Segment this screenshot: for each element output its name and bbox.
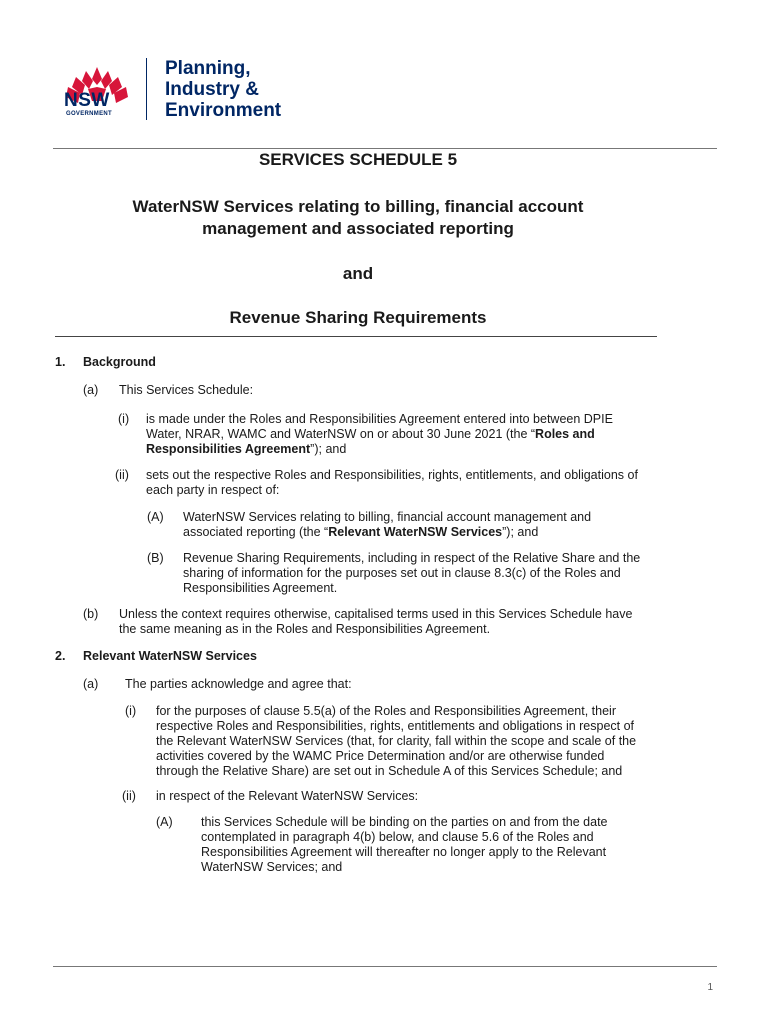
logo-divider (146, 58, 147, 120)
clause-text: is made under the Roles and Responsibilities Agreement entered into between DPIE Water, NRAR, WAMC and WaterNSW on or about 30 June 2021 (the “Roles and Responsibilities Agreement”); and (146, 412, 613, 456)
clause-label: (ii) (122, 789, 136, 803)
subtitle: WaterNSW Services relating to billing, financial account management and associated reporting (132, 197, 584, 238)
title-rule (55, 336, 657, 337)
clause-text: this Services Schedule will be binding on the parties on and from the date contemplated in paragraph 4(b) below, and clause 5.6 of the Roles and Responsibilities Agreement will thereafter no longer apply to the Relevant WaterNSW Services; and (201, 815, 608, 874)
page-number: 1 (707, 982, 713, 993)
clause-label: (A) (156, 815, 173, 829)
section-heading: Background (83, 355, 156, 369)
subtitle-2: Revenue Sharing Requirements (229, 308, 487, 327)
clause-label: (i) (125, 704, 137, 718)
header-rule (53, 148, 717, 149)
clause-label: (b) (83, 607, 99, 621)
clause-label: (B) (147, 551, 164, 565)
clause-label: (a) (83, 677, 99, 691)
clause-text: Unless the context requires otherwise, capitalised terms used in this Services Schedule have the same meaning as in the Roles and Responsibilities Agreement. (119, 607, 633, 636)
nsw-wordmark: NSW (64, 90, 110, 111)
clause-text: This Services Schedule: (119, 383, 254, 397)
and-label: and (342, 264, 374, 283)
clause-text: in respect of the Relevant WaterNSW Services: (156, 789, 419, 803)
clause-text: for the purposes of clause 5.5(a) of the Roles and Responsibilities Agreement, their respective Roles and Responsibilities, rights, entitlements and obligations in respect of the Relevant WaterNSW Services (that, for clarity, fall within the scope and scale of the activities covered by the WAMC Price Determination and/or are otherwise funded through the Relative Share) are set out in Schedule A of this Services Schedule; and (156, 704, 637, 778)
clause-label: (ii) (115, 468, 129, 482)
clause-text: sets out the respective Roles and Responsibilities, rights, entitlements, and obligations of each party in respect of: (146, 468, 638, 497)
clause-text: The parties acknowledge and agree that: (125, 677, 352, 691)
department-name: Planning, Industry & Environment (165, 58, 282, 121)
government-label: GOVERNMENT (66, 111, 113, 117)
clause-label: (A) (147, 510, 164, 524)
section-number: 2. (55, 649, 66, 663)
page-title: SERVICES SCHEDULE 5 (258, 150, 458, 169)
clause-text: WaterNSW Services relating to billing, financial account management and associated reporting (the “Relevant WaterNSW Services”); and (183, 510, 592, 539)
footer-rule (53, 966, 717, 967)
section-number: 1. (55, 355, 66, 369)
section-heading: Relevant WaterNSW Services (83, 649, 257, 663)
clause-text: Revenue Sharing Requirements, including in respect of the Relative Share and the sharing of information for the purposes set out in clause 8.3(c) of the Roles and Responsibilities Agreement. (183, 551, 641, 595)
clause-label: (i) (118, 412, 130, 426)
clause-label: (a) (83, 383, 99, 397)
